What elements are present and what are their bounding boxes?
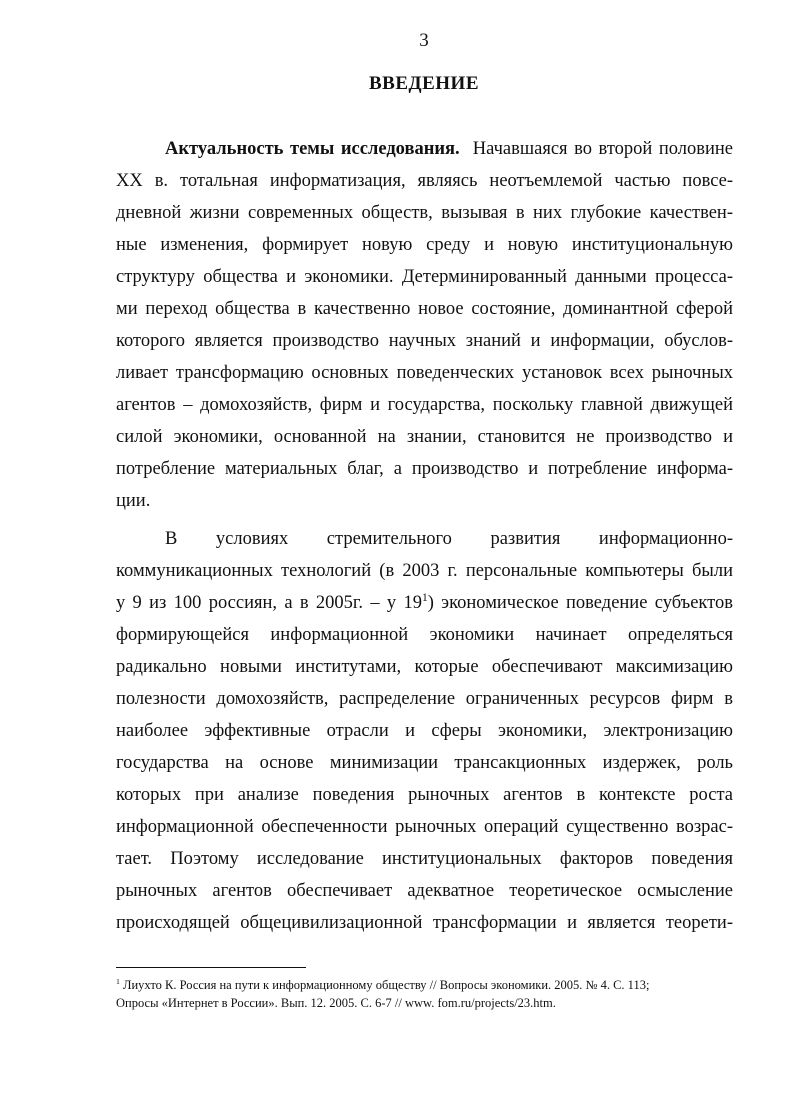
paragraph-ict (116, 523, 733, 939)
paragraph-line-text: у 9 из 100 россиян, а в 2005г. – у 19 (116, 593, 422, 613)
paragraph-line: ции. (116, 491, 151, 511)
paragraph-relevance (116, 133, 733, 517)
paragraph-line: структуру общества и экономики. Детерминированный данными процесса- (116, 267, 733, 287)
paragraph-line-text: ) экономическое поведение субъектов (427, 593, 733, 613)
footnote-text: Лиухто К. Россия на пути к информационному обществу // Вопросы экономики. 2005. № 4. С. 113; (119, 978, 650, 992)
paragraph-line: агентов – домохозяйств, фирм и государства, поскольку главной движущей (116, 395, 733, 415)
paragraph-line: происходящей общецивилизационной трансформации и является теорети- (116, 913, 733, 933)
paragraph-line: ливает трансформацию основных поведенческих установок всех рыночных (116, 363, 733, 383)
paragraph-line: тает. Поэтому исследование институциональных факторов поведения (116, 849, 733, 869)
paragraph-line: формирующейся информационной экономики начинает определяться (116, 625, 733, 645)
section-heading: ВВЕДЕНИЕ (369, 73, 479, 94)
paragraph-line: которых при анализе поведения рыночных агентов в контексте роста (116, 785, 733, 805)
paragraph-line: ми переход общества в качественно новое состояние, доминантной сферой (116, 299, 733, 319)
paragraph-line: коммуникационных технологий (в 2003 г. персональные компьютеры были (116, 561, 733, 581)
paragraph-line (116, 587, 733, 619)
paragraph-line: которого является производство научных знаний и информации, обуслов- (116, 331, 733, 351)
footnote-reference[interactable]: 1 (421, 591, 428, 604)
paragraph-line: информационной обеспеченности рыночных операций существенно возрас- (116, 817, 733, 837)
paragraph-line: потребление материальных благ, а производство и потребление информа- (116, 459, 733, 479)
paragraph-line: радикально новыми институтами, которые обеспечивают максимизацию (116, 657, 733, 677)
footnote-divider (116, 967, 306, 968)
footnote-line: Опросы «Интернет в России». Вып. 12. 2005. С. 6-7 // www. fom.ru/projects/23.htm. (116, 996, 556, 1010)
paragraph-line: XX в. тотальная информатизация, являясь неотъемлемой частью повсе- (116, 171, 733, 191)
footnote-line (116, 976, 733, 994)
paragraph-line: силой экономики, основанной на знании, становится не производство и (116, 427, 733, 447)
paragraph-line (116, 133, 733, 165)
paragraph-line: дневной жизни современных обществ, вызывая в них глубокие качествен- (116, 203, 733, 223)
paragraph-line-text: Начавшаяся во второй половине (472, 139, 733, 159)
page-number: 3 (419, 30, 429, 51)
paragraph-line: полезности домохозяйств, распределение ограниченных ресурсов фирм в (116, 689, 733, 709)
footnote (116, 976, 733, 1012)
paragraph-line: наиболее эффективные отрасли и сферы экономики, электронизацию (116, 721, 733, 741)
paragraph-line: государства на основе минимизации трансакционных издержек, роль (116, 753, 733, 773)
paragraph-line: ные изменения, формирует новую среду и новую институциональную (116, 235, 733, 255)
paragraph-line: В условиях стремительного развития информационно- (165, 529, 733, 549)
footnote-mark: 1 (116, 976, 120, 986)
paragraph-lead: Актуальность темы исследования. (165, 139, 460, 159)
paragraph-line: рыночных агентов обеспечивает адекватное теоретическое осмысление (116, 881, 733, 901)
